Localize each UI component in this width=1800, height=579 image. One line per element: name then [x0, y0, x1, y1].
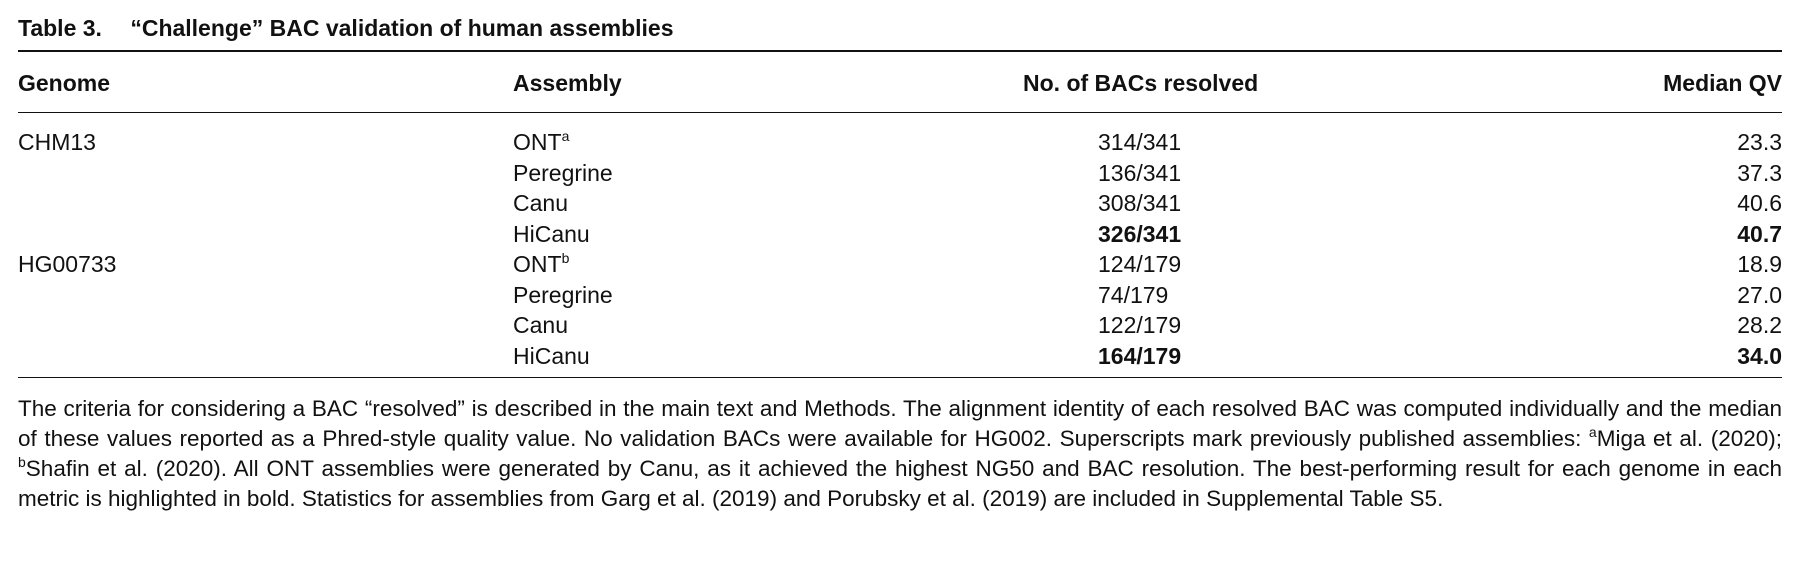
- cell-bacs-resolved: 308/341: [1098, 190, 1182, 217]
- footnote-sup-a: a: [1588, 424, 1597, 440]
- header-bacs: No. of BACs resolved: [1023, 69, 1259, 96]
- footnote-sup-b: b: [18, 454, 26, 470]
- assembly-superscript: a: [561, 128, 570, 145]
- data-table: [18, 52, 1782, 377]
- cell-bacs-resolved: 74/179: [1098, 281, 1169, 308]
- table-container: [18, 8, 1782, 514]
- table-row: [18, 249, 1782, 280]
- cell-genome: HG00733: [18, 251, 117, 278]
- cell-assembly: [513, 158, 913, 189]
- cell-genome: [18, 310, 513, 341]
- cell-assembly: [513, 280, 913, 311]
- table-row: [18, 188, 1782, 219]
- cell-genome: [18, 280, 513, 311]
- table-footnote: [18, 394, 1782, 514]
- cell-genome: CHM13: [18, 129, 96, 156]
- table-number: Table 3.: [18, 15, 102, 41]
- cell-bacs-resolved: 326/341: [1098, 220, 1182, 247]
- cell-genome: [18, 188, 513, 219]
- cell-assembly: [513, 219, 913, 250]
- cell-median-qv: 23.3: [1737, 129, 1782, 156]
- assembly-name: ONT: [513, 129, 562, 156]
- table-title: “Challenge” BAC validation of human assemblies: [130, 15, 674, 41]
- table-row: [18, 280, 1782, 311]
- cell-assembly: [513, 188, 913, 219]
- cell-median-qv: 37.3: [1737, 159, 1782, 186]
- cell-bacs-resolved: 164/179: [1098, 342, 1182, 369]
- cell-bacs-resolved: 124/179: [1098, 251, 1182, 278]
- bottom-rule: [18, 377, 1782, 378]
- header-row: [18, 52, 1782, 114]
- assembly-name: ONT: [513, 251, 562, 278]
- assembly-name: Canu: [513, 312, 568, 339]
- cell-genome: [18, 341, 513, 378]
- cell-median-qv: 34.0: [1737, 342, 1782, 369]
- footnote-text: The criteria for considering a BAC “resolved” is described in the main text and Methods. The alignment identity of each resolved BAC was computed individually and the median of these values reported as a Phred-style quality value. No validation BACs were available for HG002. Superscripts mark previously published assemblies:: [18, 396, 1782, 451]
- cell-assembly: [513, 114, 913, 158]
- header-qv: Median QV: [1663, 69, 1782, 96]
- cell-median-qv: 40.6: [1737, 190, 1782, 217]
- cell-genome: [18, 219, 513, 250]
- cell-bacs-resolved: 122/179: [1098, 312, 1182, 339]
- header-genome: Genome: [18, 69, 111, 96]
- cell-assembly: [513, 341, 913, 378]
- cell-assembly: [513, 249, 913, 280]
- cell-bacs-resolved: 314/341: [1098, 129, 1182, 156]
- footnote-ref-a: Miga et al. (2020);: [1596, 426, 1782, 451]
- assembly-name: Peregrine: [513, 159, 613, 186]
- assembly-name: Peregrine: [513, 281, 613, 308]
- cell-assembly: [513, 310, 913, 341]
- table-row: [18, 114, 1782, 158]
- assembly-superscript: b: [561, 250, 570, 267]
- cell-median-qv: 28.2: [1737, 312, 1782, 339]
- assembly-name: HiCanu: [513, 220, 590, 247]
- assembly-name: Canu: [513, 190, 568, 217]
- cell-genome: [18, 158, 513, 189]
- cell-median-qv: 18.9: [1737, 251, 1782, 278]
- table-row: [18, 341, 1782, 378]
- table-caption: [18, 8, 1782, 50]
- table-row: [18, 219, 1782, 250]
- footnote-ref-b: Shafin et al. (2020). All ONT assemblies were generated by Canu, as it achieved the highest NG50 and BAC resolution. The best-performing result for each genome in each metric is highlighted in bold. Statistics for assemblies from Garg et al. (2019) and Porubsky et al. (2019) are included in Supplemental Table S5.: [18, 456, 1782, 511]
- assembly-name: HiCanu: [513, 342, 590, 369]
- header-rule: [18, 112, 1782, 113]
- cell-median-qv: 40.7: [1737, 220, 1782, 247]
- header-assembly: Assembly: [513, 69, 622, 96]
- table-row: [18, 158, 1782, 189]
- table-row: [18, 310, 1782, 341]
- cell-bacs-resolved: 136/341: [1098, 159, 1182, 186]
- cell-median-qv: 27.0: [1737, 281, 1782, 308]
